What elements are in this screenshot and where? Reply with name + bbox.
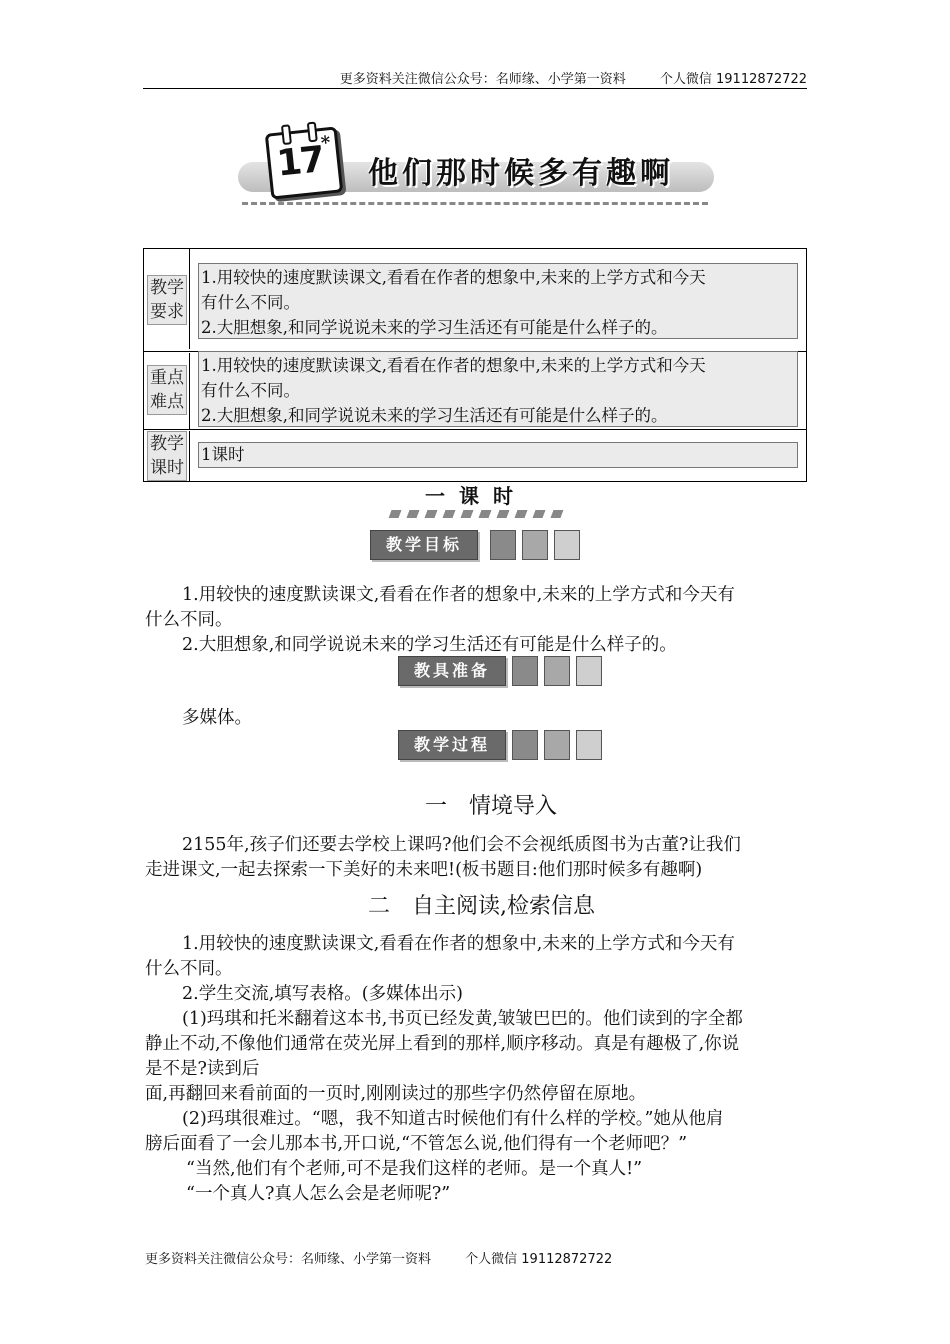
header-text: 更多资料关注微信公众号：名师缘、小学第一资料 [339, 72, 626, 87]
tag-square-icon [576, 730, 602, 760]
row-content [198, 442, 798, 468]
page-header [143, 68, 807, 89]
p1-line-2: 什么不同。 [145, 959, 233, 979]
goals-paragraph-2: 2.大胆想象,和同学说说未来的学习生活还有可能是什么样子的。 [182, 635, 677, 655]
table-row [144, 431, 806, 481]
row-label-line: 课时 [150, 458, 184, 478]
tag-square-icon [490, 530, 516, 560]
tag-square-icon [544, 656, 570, 686]
lesson-number: 17 [274, 139, 325, 185]
p3-line-4: 面,再翻回来看前面的一页时,刚刚读过的那些字仍然停留在原地。 [145, 1084, 647, 1104]
calendar-icon [265, 126, 344, 199]
p6: “一个真人?真人怎么会是老师呢?” [186, 1184, 451, 1204]
tag-square-icon [512, 656, 538, 686]
row-label-line: 难点 [150, 392, 184, 412]
row-line: 1.用较快的速度默读课文,看看在作者的想象中,未来的上学方式和今天 [201, 356, 706, 375]
tag-label: 教具准备 [398, 656, 506, 686]
page-footer [145, 1248, 612, 1267]
tag-square-icon [512, 730, 538, 760]
row-line: 有什么不同。 [201, 381, 300, 400]
lesson-banner [380, 480, 572, 526]
lesson-dots-decoration [389, 510, 564, 518]
page-title: 他们那时候多有趣啊 [368, 156, 674, 191]
tools-text: 多媒体。 [182, 708, 252, 728]
row-line: 2.大胆想象,和同学说说未来的学习生活还有可能是什么样子的。 [201, 406, 668, 425]
row-label-line: 重点 [150, 368, 184, 388]
footer-wechat: 个人微信 19112872722 [465, 1252, 613, 1267]
p4-line-1: (2)玛琪很难过。“嗯，我不知道古时候他们有什么样的学校。”她从他肩 [182, 1109, 724, 1129]
p5: “当然,他们有个老师,可不是我们这样的老师。是一个真人!” [186, 1159, 643, 1179]
row-content [198, 351, 798, 427]
row-line: 1课时 [201, 445, 245, 464]
title-dashed-rule [242, 202, 708, 205]
tag-square-icon [522, 530, 548, 560]
row-label [147, 365, 187, 415]
lesson-label: 一课时 [425, 484, 527, 508]
row-label-line: 教学 [150, 278, 184, 298]
row-label [147, 275, 187, 325]
table-row [144, 353, 806, 429]
row-line: 1.用较快的速度默读课文,看看在作者的想象中,未来的上学方式和今天 [201, 268, 706, 287]
tag-square-icon [576, 656, 602, 686]
row-label-line: 教学 [150, 434, 184, 454]
tag-label: 教学目标 [370, 530, 478, 560]
header-wechat: 个人微信 19112872722 [659, 72, 807, 87]
heading-2: 二 自主阅读,检索信息 [368, 894, 595, 919]
lesson-star: * [319, 132, 332, 155]
row-line: 2.大胆想象,和同学说说未来的学习生活还有可能是什么样子的。 [201, 318, 668, 337]
table-row [144, 249, 806, 349]
row-line: 有什么不同。 [201, 293, 300, 312]
row-content [198, 263, 798, 339]
title-banner [232, 118, 718, 210]
row-divider [144, 429, 806, 430]
intro-line-2: 走进课文,一起去探索一下美好的未来吧!(板书题目:他们那时候多有趣啊) [145, 860, 703, 880]
row-label-cell [144, 249, 190, 349]
row-label [147, 431, 187, 481]
row-label-cell [144, 353, 190, 429]
tag-square-icon [554, 530, 580, 560]
goals-paragraph-1b: 什么不同。 [145, 610, 233, 630]
goals-paragraph-1: 1.用较快的速度默读课文,看看在作者的想象中,未来的上学方式和今天有 [182, 585, 735, 605]
tag-label: 教学过程 [398, 730, 506, 760]
heading-1: 一 情境导入 [425, 794, 558, 819]
p3-line-1: (1)玛琪和托米翻着这本书,书页已经发黄,皱皱巴巴的。他们读到的字全都 [182, 1009, 743, 1029]
p1-line-1: 1.用较快的速度默读课文,看看在作者的想象中,未来的上学方式和今天有 [182, 934, 735, 954]
intro-line-1: 2155年,孩子们还要去学校上课吗?他们会不会视纸质图书为古董?让我们 [182, 835, 741, 855]
p3-line-3: 是不是?读到后 [145, 1059, 260, 1079]
tag-square-icon [544, 730, 570, 760]
footer-text: 更多资料关注微信公众号：名师缘、小学第一资料 [145, 1252, 432, 1267]
row-label-line: 要求 [150, 302, 184, 322]
p3-line-2: 静止不动,不像他们通常在荧光屏上看到的那样,顺序移动。真是有趣极了,你说 [145, 1034, 740, 1054]
p2: 2.学生交流,填写表格。(多媒体出示) [182, 984, 463, 1004]
info-table [143, 248, 807, 482]
row-label-cell [144, 431, 190, 481]
p4-line-2: 膀后面看了一会儿那本书,开口说,“不管怎么说,他们得有一个老师吧？” [145, 1134, 688, 1154]
